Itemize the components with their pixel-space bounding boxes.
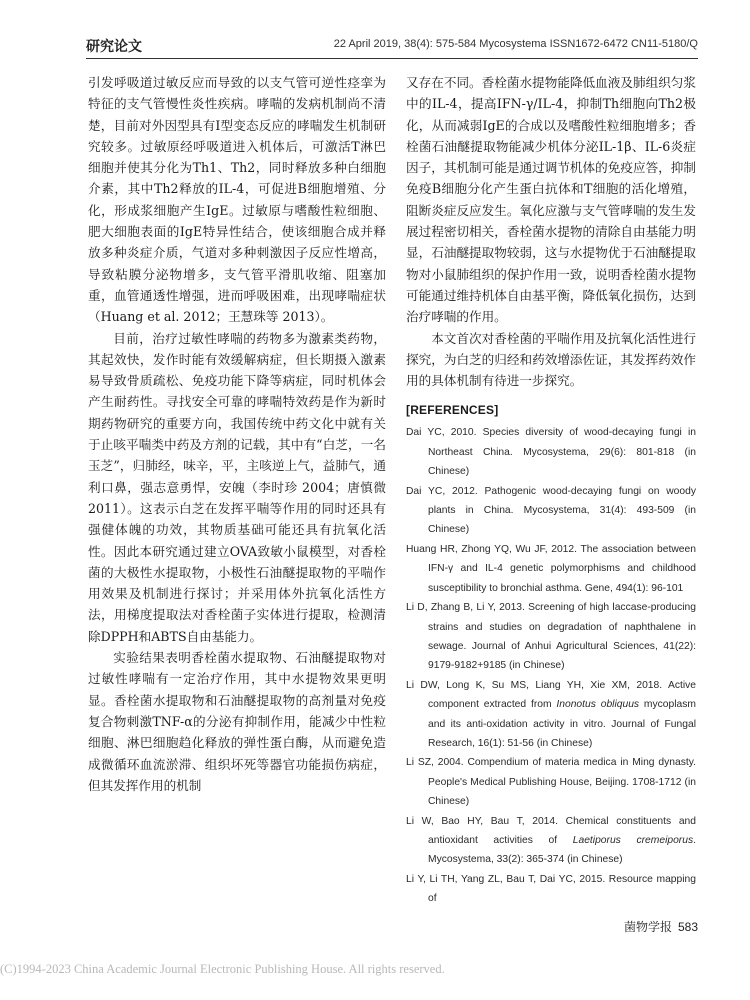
species-name: Inonotus obliquus <box>556 699 640 711</box>
reference-item: Dai YC, 2010. Species diversity of wood-decaying fungi in Northeast China. Mycosystema, 29(6): 801-818 (in Chinese) <box>406 427 696 478</box>
reference-item: Dai YC, 2012. Pathogenic wood-decaying fungi on woody plants in China. Mycosystema, 31(4): 493-509 (in Chinese) <box>406 485 696 536</box>
left-column <box>88 72 386 796</box>
reference-item: Li W, Bao HY, Bau T, 2014. Chemical constituents and antioxidant activities of Laetiporus cremeiporus. Mycosystema, 33(2): 365-374 (in Chinese) <box>406 815 696 866</box>
page-header <box>86 36 698 56</box>
body-paragraph-5: 本文首次对香栓菌的平喘作用及抗氧化活性进行探究，为白芝的归经和药效增添佐证，其发挥药效作用的具体机制有待进一步探究。 <box>406 330 696 389</box>
reference-item: Li D, Zhang B, Li Y, 2013. Screening of high laccase-producing strains and studies on degradation of naphthalene in sewage. Journal of Anhui Agricultural Sciences, 41(22): 9179-9182+9185 (in Chinese) <box>406 602 696 672</box>
body-paragraph-3: 实验结果表明香栓菌水提取物、石油醚提取物对过敏性哮喘有一定治疗作用，其中水提物效果更明显。香栓菌水提取物和石油醚提取物的高剂量对免疫复合物刺激TNF-α的分泌有抑制作用，能减少中性粒细胞、淋巴细胞趋化释放的弹性蛋白酶，从而避免造成微循环血流淤滞、组织坏死等器官功能损伤病症，但其发挥作用的机制 <box>88 650 386 793</box>
journal-citation-line: 22 April 2019, 38(4): 575-584 Mycosystema ISSN1672-6472 CN11-5180/Q <box>333 38 698 50</box>
page-footer <box>624 918 698 935</box>
body-paragraph-1: 引发呼吸道过敏反应而导致的以支气管可逆性痉挛为特征的支气管慢性炎性疾病。哮喘的发病机制尚不清楚，目前对外因型具有Ⅰ型变态反应的哮喘发生机制研究较多。过敏原经呼吸道进入机体后，可激活T淋巴细胞并使其分化为Th1、Th2，同时释放多种白细胞介素，其中Th2释放的IL-4，可促进B细胞增殖、分化，形成浆细胞产生IgE。过敏原与嗜酸性粒细胞、肥大细胞表面的IgE特异性结合，使该细胞合成并释放多种炎症介质，气道对多种刺激因子反应性增高，导致粘膜分泌物增多，支气管平滑肌收缩、阻塞加重，血管通透性增强，进而呼吸困难，出现哮喘症状（Huang et al. 2012；王慧珠等 2013）。 <box>88 75 386 325</box>
body-paragraph-2: 目前，治疗过敏性哮喘的药物多为激素类药物，其起效快，发作时能有效缓解病症，但长期摄入激素易导致骨质疏松、免疫功能下降等病症，同时机体会产生耐药性。寻找安全可靠的哮喘特效药是作为新时期药物研究的重要方向，我国传统中药文化中就有关于止咳平喘类中药及方剂的记载，其中有“白芝，一名玉芝”，归肺经，味辛，平，主咳逆上气，益肺气，通利口鼻，强志意勇悍，安魄（李时珍 2004；唐慎微 2011）。这表示白芝在发挥平喘等作用的同时还具有强健体魄的功效，其物质基础可能还具有抗氧化活性。因此本研究通过建立OVA致敏小鼠模型，对香栓菌的大极性水提取物，小极性石油醚提取物的平喘作用效果及机制进行探讨；并采用体外抗氧化活性方法，用梯度提取法对香栓菌子实体进行提取，检测清除DPPH和ABTS自由基能力。 <box>88 330 386 644</box>
header-rule <box>86 58 698 59</box>
reference-item: Li DW, Long K, Su MS, Liang YH, Xie XM, 2018. Active component extracted from Inonotus obliquus mycoplasm and its anti-oxidation activity in vitro. Journal of Fungal Research, 16(1): 51-56 (in Chinese) <box>406 679 696 749</box>
species-name: Laetiporus cremeiporus <box>572 834 694 846</box>
right-column <box>406 72 696 909</box>
copyright-watermark: (C)1994-2023 China Academic Journal Electronic Publishing House. All rights reserved. <box>0 962 445 976</box>
references-list <box>406 423 696 908</box>
body-paragraph-4: 又存在不同。香栓菌水提物能降低血液及肺组织匀浆中的IL-4，提高IFN-γ/IL-4，抑制Th细胞向Th2极化，从而减弱IgE的合成以及嗜酸性粒细胞增多；香栓菌石油醚提取物能减少机体分泌IL-1β、IL-6炎症因子，其机制可能是通过调节机体的免疫应答，抑制免疫B细胞分化产生蛋白抗体和T细胞的活化增殖，阻断炎症反应发生。氧化应激与支气管哮喘的发生发展过程密切相关，香栓菌水提物的清除自由基能力明显，石油醚提取物较弱，这与水提物优于石油醚提取物对小鼠肺组织的保护作用一致，说明香栓菌水提物可能通过维持机体自由基平衡，降低氧化损伤，达到治疗哮喘的作用。 <box>406 75 696 325</box>
references-heading: [REFERENCES] <box>406 403 499 418</box>
reference-item: Li SZ, 2004. Compendium of materia medica in Ming dynasty. People's Medical Publishing House, Beijing. 1708-1712 (in Chinese) <box>406 757 696 808</box>
section-label: 研究论文 <box>86 39 142 55</box>
footer-journal-name: 菌物学报 <box>623 920 672 934</box>
page-number: 583 <box>677 920 698 934</box>
reference-item: Li Y, Li TH, Yang ZL, Bau T, Dai YC, 2015. Resource mapping of <box>406 873 696 905</box>
reference-item: Huang HR, Zhong YQ, Wu JF, 2012. The association between IFN-γ and IL-4 genetic polymorphisms and childhood susceptibility to bronchial asthma. Gene, 494(1): 96-101 <box>406 543 696 594</box>
